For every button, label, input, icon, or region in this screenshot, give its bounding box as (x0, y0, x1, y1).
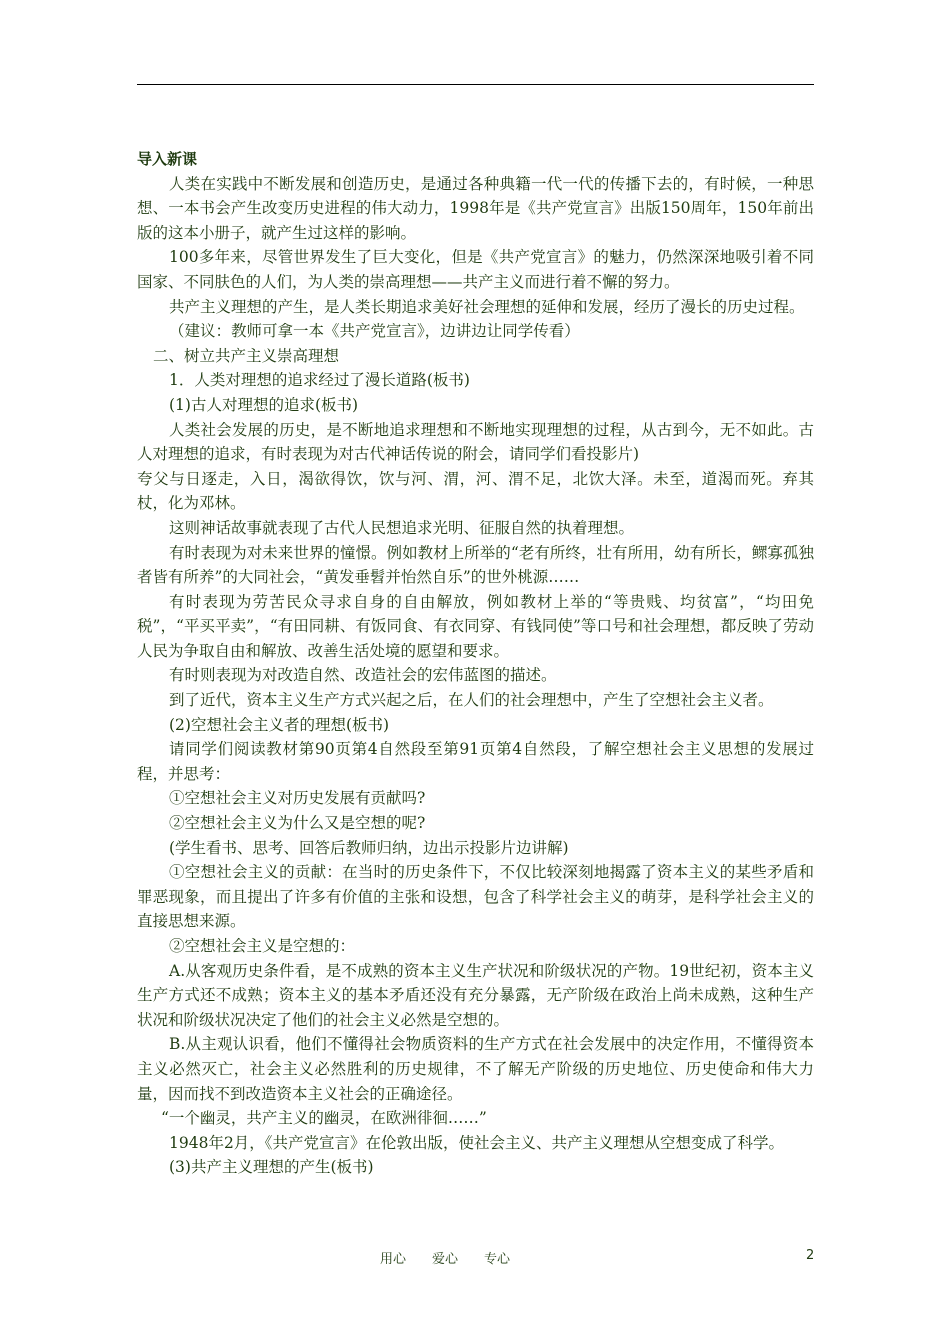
paragraph: ①空想社会主义对历史发展有贡献吗? (169, 789, 426, 808)
paragraph: “一个幽灵，共产主义的幽灵，在欧洲徘徊……” (161, 1109, 487, 1128)
page-footer (0, 1248, 950, 1268)
paragraph: A.从客观历史条件看，是不成熟的资本主义生产状况和阶级状况的产物。19世纪初，资本主义生产方式还不成熟；资本主义的基本矛盾还没有充分暴露，无产阶级在政治上尚未成熟，这种生产状况和阶级状况决定了他们的社会主义必然是空想的。 (137, 961, 814, 1029)
paragraph: （建议：教师可拿一本《共产党宣言》，边讲边让同学传看） (169, 322, 580, 341)
paragraph: 到了近代，资本主义生产方式兴起之后，在人们的社会理想中，产生了空想社会主义者。 (169, 691, 774, 710)
paragraph: ②空想社会主义是空想的： (169, 937, 356, 955)
page-number: 2 (806, 1248, 815, 1263)
paragraph: 1．人类对理想的追求经过了漫长道路(板书) (169, 371, 470, 390)
paragraph: 这则神话故事就表现了古代人民想追求光明、征服自然的执着理想。 (169, 518, 635, 537)
paragraph: ②空想社会主义为什么又是空想的呢? (169, 814, 426, 833)
paragraph: B.从主观认识看，他们不懂得社会物质资料的生产方式在社会发展中的决定作用，不懂得资本主义必然灭亡，社会主义必然胜利的历史规律，不了解无产阶级的历史地位、历史使命和伟大力量，因而找不到改造资本主义社会的正确途径。 (137, 1035, 814, 1103)
paragraph: 二、树立共产主义崇高理想 (153, 346, 340, 365)
paragraph: 请同学们阅读教材第90页第4自然段至第91页第4自然段，了解空想社会主义思想的发展过程，并思考： (137, 740, 814, 783)
paragraph: (1)古人对理想的追求(板书) (169, 395, 359, 414)
document-body (137, 147, 814, 1180)
footer-motto: 用心 爱心 专心 (380, 1252, 511, 1267)
paragraph: 有时表现为劳苦民众寻求自身的自由解放，例如教材上举的“等贵贱、均贫富”，“均田免税”，“平买平卖”，“有田同耕、有饭同食、有衣同穿、有钱同使”等口号和社会理想，都反映了劳动人民为争取自由和解放、改善生活处境的愿望和要求。 (137, 592, 814, 660)
paragraph: 人类社会发展的历史，是不断地追求理想和不断地实现理想的过程，从古到今，无不如此。古人对理想的追求，有时表现为对古代神话传说的附会，请同学们看投影片) (137, 420, 814, 464)
paragraph: 人类在实践中不断发展和创造历史，是通过各种典籍一代一代的传播下去的，有时候，一种思想、一本书会产生改变历史进程的伟大动力，1998年是《共产党宣言》出版150周年，150年前出版的这本小册子，就产生过这样的影响。 (137, 174, 814, 242)
paragraph: (3)共产主义理想的产生(板书) (169, 1158, 374, 1177)
paragraph: 有时则表现为对改造自然、改造社会的宏伟蓝图的描述。 (169, 666, 557, 685)
section-heading: 导入新课 (137, 150, 198, 168)
header-rule (137, 84, 814, 85)
paragraph: (学生看书、思考、回答后教师归纳，边出示投影片边讲解) (169, 838, 569, 857)
paragraph: 1948年2月，《共产党宣言》在伦敦出版，使社会主义、共产主义理想从空想变成了科学。 (169, 1133, 785, 1152)
paragraph: 夸父与日逐走，入日，渴欲得饮，饮与河、渭，河、渭不足，北饮大泽。未至，道渴而死。弃其杖，化为邓林。 (137, 469, 814, 513)
paragraph: 共产主义理想的产生，是人类长期追求美好社会理想的延伸和发展，经历了漫长的历史过程。 (169, 297, 805, 316)
paragraph: 100多年来，尽管世界发生了巨大变化，但是《共产党宣言》的魅力，仍然深深地吸引着不同国家、不同肤色的人们，为人类的崇高理想——共产主义而进行着不懈的努力。 (137, 248, 814, 291)
paragraph: ①空想社会主义的贡献：在当时的历史条件下，不仅比较深刻地揭露了资本主义的某些矛盾和罪恶现象，而且提出了许多有价值的主张和设想，包含了科学社会主义的萌芽，是科学社会主义的直接思想来源。 (137, 863, 814, 931)
paragraph: (2)空想社会主义者的理想(板书) (169, 715, 390, 734)
paragraph: 有时表现为对未来世界的憧憬。例如教材上所举的“老有所终，壮有所用，幼有所长，鳏寡孤独者皆有所养”的大同社会，“黄发垂髫并怡然自乐”的世外桃源…… (137, 543, 814, 587)
